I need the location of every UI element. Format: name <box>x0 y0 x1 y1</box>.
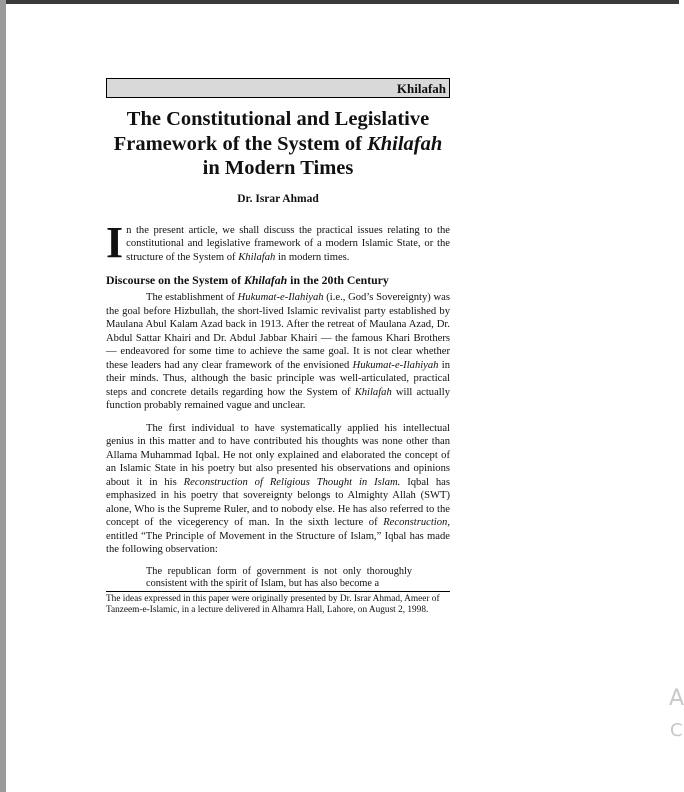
p1-text-c: in their minds. Thus, although the basic principle was well-articulated, practical steps and concrete details regarding how the System of <box>106 359 451 398</box>
title-line-1: The Constitutional and Legislative <box>126 108 430 130</box>
p1-text-a: The establishment of <box>146 292 238 303</box>
drop-cap: I <box>106 217 124 267</box>
footnote: The ideas expressed in this paper were originally presented by Dr. Israr Ahmad, Ameer of Tanzeem-e-Islamic, in a lecture delivered in Alhamra Hall, Lahore, on August 2, 1998. <box>106 593 440 616</box>
article-title <box>106 107 450 181</box>
p1-text-b: (i.e., God’s Sovereignty) was the goal before Hizbullah, the short-lived Islamic revivalist party established by Maulana Abul Kalam Azad back in 1913. After the retreat of Maulana Azad, Dr. Abdul Sattar Khairi and Dr. Abdul Jabbar Khairi — the famous Khari Brothers — endeavored for some time to achieve the same goal. It is not clear whether these leaders had any clear framework of the envisioned <box>106 292 450 371</box>
p1-text-d: will actually function probably remained vague and unclear. <box>106 386 450 411</box>
body-paragraph-2 <box>106 422 450 557</box>
intro-text-end: in modern times. <box>275 251 350 263</box>
p2-emphasis-a: Reconstruction of Religious Thought in Islam. <box>183 476 401 488</box>
title-line-2 <box>106 132 450 157</box>
heading-emphasis: Khilafah <box>243 273 288 287</box>
p1-emphasis-a: Hukumat-e-Ilahiyah <box>237 292 324 303</box>
author-name: Dr. Israr Ahmad <box>237 192 319 205</box>
section-label: Khilafah <box>106 78 450 98</box>
p2-text-c: , entitled “The Principle of Movement in the Structure of Islam,” Iqbal has made the following observation: <box>106 517 450 555</box>
p1-emphasis-c: Khilafah <box>354 386 392 398</box>
intro-paragraph <box>106 217 450 267</box>
heading-text: Discourse on the System of <box>106 273 244 287</box>
title-line-2-emphasis: Khilafah <box>367 132 443 155</box>
p2-emphasis-b: Reconstruction <box>383 517 448 528</box>
edge-glyph-a: A <box>669 686 684 711</box>
viewer-top-bar <box>0 0 679 4</box>
body-paragraph-1 <box>106 291 450 413</box>
document-page <box>106 78 450 617</box>
footnote-rule <box>106 591 450 592</box>
p2-text-b: Iqbal has emphasized in his poetry that sovereignty belongs to Almighty Allah (SWT) alone, Who is the Supreme Ruler, and to nobody else. He has also referred to the concept of the vicegerency of man. In the sixth lecture of <box>106 476 450 528</box>
edge-glyph-c: C <box>670 720 683 741</box>
p2-text-a: The first individual to have systematically applied his intellectual genius in this matter and to have contributed his thoughts was none other than Allama Muhammad Iqbal. He not only explained and elaborated the concept of an Islamic State in his poetry but also presented his observations and opinions about it in his <box>106 422 450 488</box>
viewer-left-edge <box>0 0 6 792</box>
title-line-2-text: Framework of the System of <box>113 132 368 155</box>
intro-emphasis: Khilafah <box>238 251 276 263</box>
title-line-3: in Modern Times <box>202 157 354 179</box>
heading-text-end: in the 20th Century <box>287 273 389 287</box>
block-quote: The republican form of government is not only thoroughly consistent with the spirit of Islam, but has also become a <box>146 565 412 589</box>
intro-text: n the present article, we shall discuss the practical issues relating to the constitutional and legislative framework of a modern Islamic State, or the structure of the System of <box>126 224 450 263</box>
p1-emphasis-b: Hukumat-e-Ilahiyah <box>352 359 439 371</box>
section-heading <box>106 273 450 287</box>
